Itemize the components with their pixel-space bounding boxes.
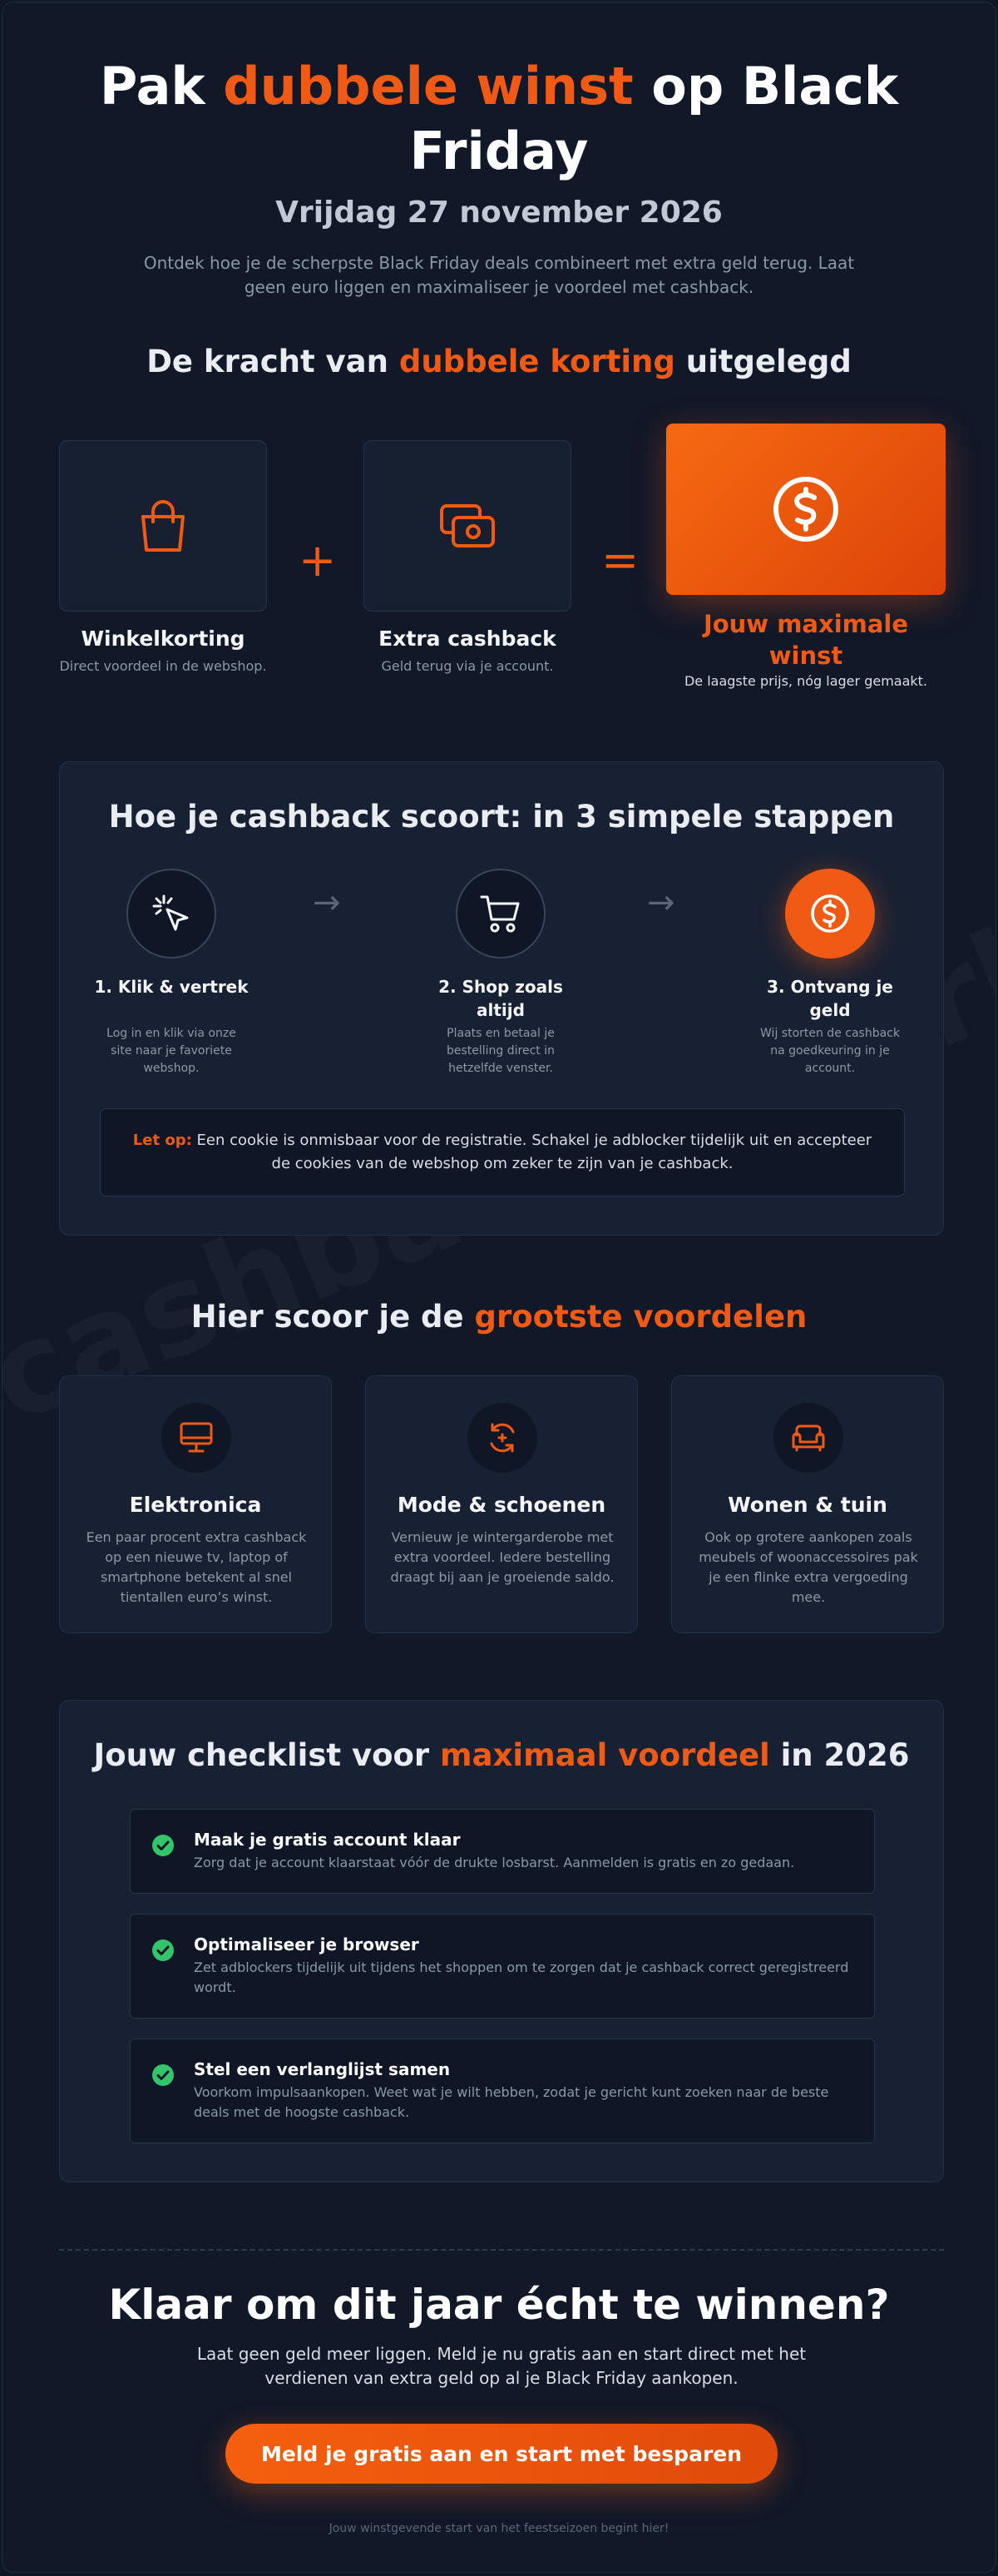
- discount-section-title: [2, 344, 996, 379]
- step-arrow-1: →: [313, 884, 341, 922]
- hero-title-accent: dubbele winst: [223, 56, 634, 116]
- checklist-item-title: Optimaliseer je browser: [194, 1934, 419, 1954]
- hero-title-part2: op Black Friday: [409, 56, 899, 181]
- dollar-coin-icon: [771, 474, 841, 544]
- step-2-circle: [456, 869, 546, 959]
- hero-date: Vrijdag 27 november 2026: [275, 196, 723, 230]
- benefit-desc: Ook op grotere aankopen zoals meubels of woonaccessoires pak je een flinke extra vergoeding mee.: [699, 1529, 918, 1605]
- cursor-click-icon: [151, 893, 192, 934]
- check-circle-icon: [152, 2064, 174, 2086]
- checklist-section: [59, 1700, 944, 2182]
- benefit-desc: Vernieuw je wintergarderobe met extra voordeel. Iedere bestelling draagt bij aan je groeiende saldo.: [390, 1529, 615, 1585]
- discount-title-part1: De kracht van: [146, 344, 399, 379]
- check-circle-icon: [152, 1939, 174, 1961]
- cta-title: Klaar om dit jaar écht te winnen?: [108, 2281, 890, 2329]
- benefit-title: Mode & schoenen: [397, 1493, 606, 1517]
- step-1-circle: [126, 869, 216, 959]
- section-divider: [59, 2249, 944, 2251]
- steps-section: [59, 761, 944, 1236]
- cookie-note: [100, 1108, 905, 1196]
- cta-footnote: Jouw winstgevende start van het feestseizoen begint hier!: [329, 2522, 669, 2535]
- checklist-title-part2: in 2026: [769, 1737, 910, 1773]
- benefit-icon-wrap: [773, 1403, 843, 1473]
- plus-sign: +: [299, 534, 337, 587]
- benefit-icon-wrap: [161, 1403, 231, 1473]
- checklist-item-account: [130, 1809, 875, 1894]
- checklist-title-part1: Jouw checklist voor: [93, 1737, 441, 1773]
- step-arrow-2: →: [647, 884, 675, 922]
- refresh-tag-icon: [485, 1420, 520, 1455]
- sofa-icon: [791, 1422, 826, 1454]
- checklist-item-desc: Zet adblockers tijdelijk uit tijdens het shoppen om te zorgen dat je cashback correct geregistreerd wordt.: [194, 1959, 849, 1995]
- max-win-label: Jouw maximale winst: [703, 610, 909, 670]
- benefit-icon-wrap: [467, 1403, 537, 1473]
- max-win-tile: [666, 424, 946, 595]
- checklist-item-title: Stel een verlanglijst samen: [194, 2059, 451, 2079]
- shopping-cart-icon: [479, 893, 522, 934]
- cookie-note-text: Een cookie is onmisbaar voor de registratie. Schakel je adblocker tijdelijk uit en accepteer de cookies van de webshop om zeker te zijn van je cashback.: [191, 1132, 872, 1172]
- hero-intro: Ontdek hoe je de scherpste Black Friday deals combineert met extra geld terug. Laat geen euro liggen en maximaliseer je voordeel met cashback.: [143, 253, 855, 297]
- step-2-title: 2. Shop zoals altijd: [438, 977, 563, 1020]
- benefit-title: Wonen & tuin: [728, 1493, 887, 1517]
- step-2-desc: Plaats en betaal je bestelling direct in hetzelfde venster.: [446, 1027, 555, 1075]
- benefit-card-home: [671, 1375, 944, 1633]
- benefit-card-fashion: [365, 1375, 638, 1633]
- discount-title-part2: uitgelegd: [674, 344, 852, 379]
- cashback-tile: [363, 440, 571, 612]
- money-stack-icon: [438, 503, 497, 549]
- step-3-circle: [785, 869, 875, 959]
- benefits-title-accent: grootste voordelen: [474, 1299, 808, 1335]
- checklist-item-title: Maak je gratis account klaar: [194, 1830, 461, 1850]
- benefit-title: Elektronica: [129, 1493, 262, 1517]
- check-circle-icon: [152, 1835, 174, 1856]
- page: [2, 2, 996, 2573]
- monitor-icon: [179, 1421, 214, 1454]
- signup-button[interactable]: Meld je gratis aan en start met besparen: [225, 2424, 778, 2484]
- equals-sign: =: [601, 534, 640, 587]
- hero-section: [2, 54, 996, 300]
- store-discount-sub: Direct voordeel in de webshop.: [59, 658, 267, 674]
- step-3-desc: Wij storten de cashback na goedkeuring in je account.: [760, 1027, 900, 1075]
- step-3-title: 3. Ontvang je geld: [767, 977, 893, 1020]
- store-discount-label: Winkelkorting: [81, 627, 245, 651]
- cookie-note-label: Let op:: [132, 1132, 192, 1149]
- hero-title-part1: Pak: [99, 56, 224, 116]
- shopping-bag-icon: [136, 497, 190, 555]
- cashback-sub: Geld terug via je account.: [381, 658, 554, 674]
- checklist-item-desc: Voorkom impulsaankopen. Weet wat je wilt hebben, zodat je gericht kunt zoeken naar de beste deals met de hoogste cashback.: [194, 2084, 829, 2120]
- checklist-item-desc: Zorg dat je account klaarstaat vóór de drukte losbarst. Aanmelden is gratis en zo gedaan.: [194, 1855, 795, 1870]
- checklist-title-accent: maximaal voordeel: [440, 1737, 770, 1773]
- cashback-label: Extra cashback: [378, 627, 556, 651]
- benefits-section-title: [2, 1299, 996, 1335]
- step-1-title: 1. Klik & vertrek: [94, 977, 249, 997]
- checklist-item-wishlist: [130, 2039, 875, 2143]
- steps-title: Hoe je cashback scoort: in 3 simpele stappen: [108, 799, 895, 835]
- step-1-desc: Log in en klik via onze site naar je favoriete webshop.: [106, 1027, 236, 1075]
- discount-title-accent: dubbele korting: [398, 344, 675, 379]
- hero-title: [83, 54, 915, 184]
- benefit-desc: Een paar procent extra cashback op een nieuwe tv, laptop of smartphone betekent al snel tientallen euro’s winst.: [86, 1529, 307, 1605]
- dollar-coin-icon: [809, 893, 851, 934]
- checklist-item-browser: [130, 1914, 875, 2019]
- benefit-card-electronics: [59, 1375, 332, 1633]
- store-discount-tile: [59, 440, 267, 612]
- max-win-sub: De laagste prijs, nóg lager gemaakt.: [684, 673, 928, 689]
- benefits-title-part1: Hier scoor je de: [190, 1299, 475, 1335]
- cta-text: Laat geen geld meer liggen. Meld je nu gratis aan en start direct met het verdienen van extra geld op al je Black Friday aankopen.: [196, 2344, 807, 2388]
- checklist-title: [60, 1737, 943, 1773]
